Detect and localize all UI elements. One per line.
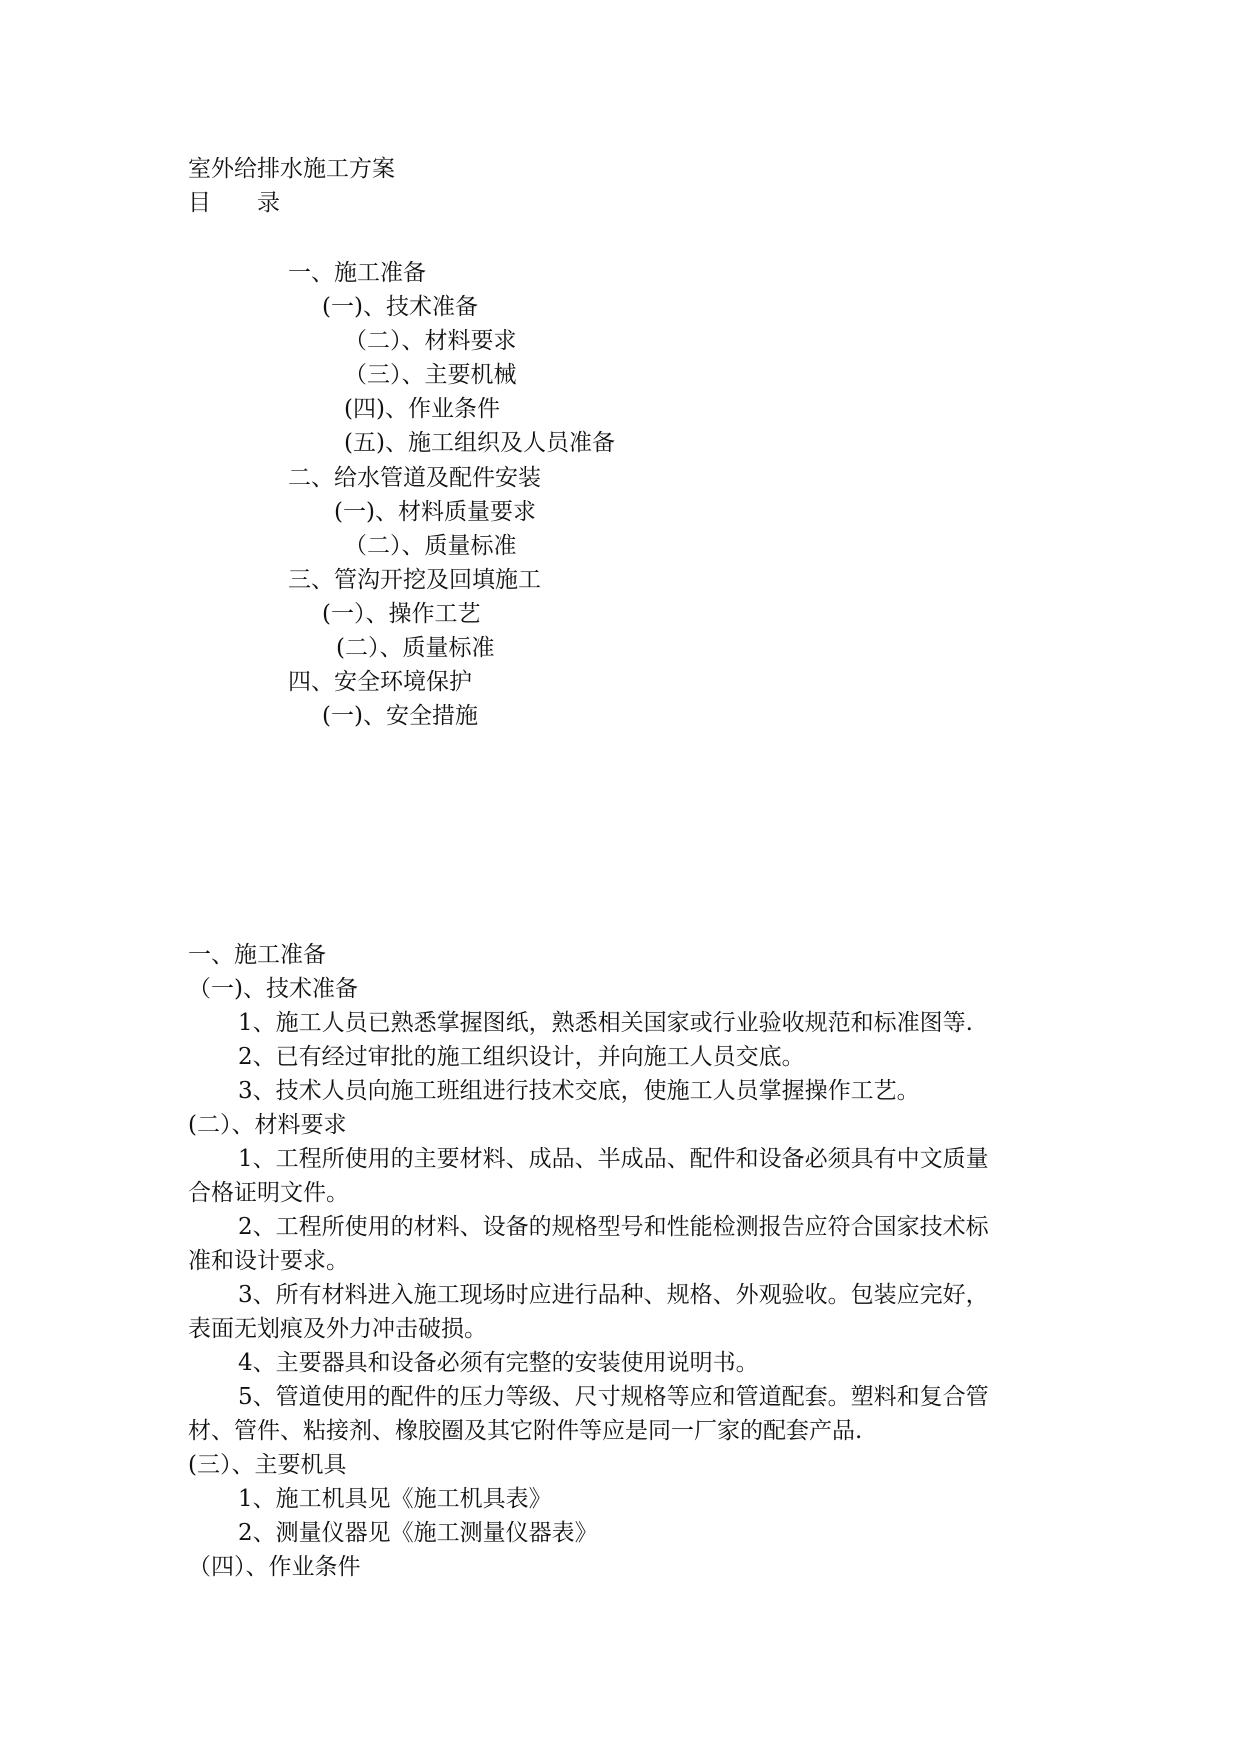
toc-item: （二）、材料要求: [344, 328, 517, 354]
paragraph-line: 2、测量仪器见《施工测量仪器表》: [238, 1520, 598, 1546]
toc-item: (四)、作业条件: [344, 396, 500, 422]
paragraph-line: 2、工程所使用的材料、设备的规格型号和性能检测报告应符合国家技术标: [238, 1214, 989, 1240]
toc-item: 一、施工准备: [288, 260, 426, 286]
paragraph-line: 3、所有材料进入施工现场时应进行品种、规格、外观验收。包装应完好，: [238, 1282, 989, 1308]
toc-item: (五)、施工组织及人员准备: [344, 430, 615, 456]
paragraph-line: 材、管件、粘接剂、橡胶圈及其它附件等应是同一厂家的配套产品.: [188, 1418, 863, 1444]
toc-item: (二）、质量标准: [336, 635, 495, 661]
section-heading: 一、施工准备: [188, 942, 326, 968]
toc-item: (一)、安全措施: [322, 703, 478, 729]
paragraph-line: 准和设计要求。: [188, 1248, 349, 1274]
paragraph-line: 合格证明文件。: [188, 1180, 349, 1206]
paragraph-line: 2、已有经过审批的施工组织设计，并向施工人员交底。: [238, 1044, 805, 1070]
subsection-heading: (三）、主要机具: [188, 1452, 347, 1478]
paragraph-line: 4、主要器具和设备必须有完整的安装使用说明书。: [238, 1350, 759, 1376]
toc-item: （二）、质量标准: [344, 533, 517, 559]
subsection-heading: （一)、技术准备: [188, 976, 358, 1002]
paragraph-line: 1、施工人员已熟悉掌握图纸，熟悉相关国家或行业验收规范和标准图等.: [238, 1010, 973, 1036]
toc-item: 四、安全环境保护: [288, 669, 472, 695]
paragraph-line: 1、工程所使用的主要材料、成品、半成品、配件和设备必须具有中文质量: [238, 1146, 989, 1172]
toc-item: （三）、主要机械: [344, 362, 517, 388]
toc-item: 二、给水管道及配件安装: [288, 465, 541, 491]
subsection-heading: （四）、作业条件: [188, 1554, 361, 1580]
paragraph-line: 5、管道使用的配件的压力等级、尺寸规格等应和管道配套。塑料和复合管: [238, 1384, 989, 1410]
toc-heading: 目 录: [188, 190, 280, 216]
paragraph-line: 1、施工机具见《施工机具表》: [238, 1486, 552, 1512]
toc-item: (一）、操作工艺: [322, 601, 481, 627]
paragraph-line: 3、技术人员向施工班组进行技术交底，使施工人员掌握操作工艺。: [238, 1078, 920, 1104]
toc-item: 三、管沟开挖及回填施工: [288, 567, 541, 593]
toc-item: (一)、材料质量要求: [334, 499, 536, 525]
toc-item: (一)、技术准备: [322, 294, 478, 320]
paragraph-line: 表面无划痕及外力冲击破损。: [188, 1316, 487, 1342]
document-title: 室外给排水施工方案: [188, 156, 395, 182]
subsection-heading: (二）、材料要求: [188, 1112, 347, 1138]
